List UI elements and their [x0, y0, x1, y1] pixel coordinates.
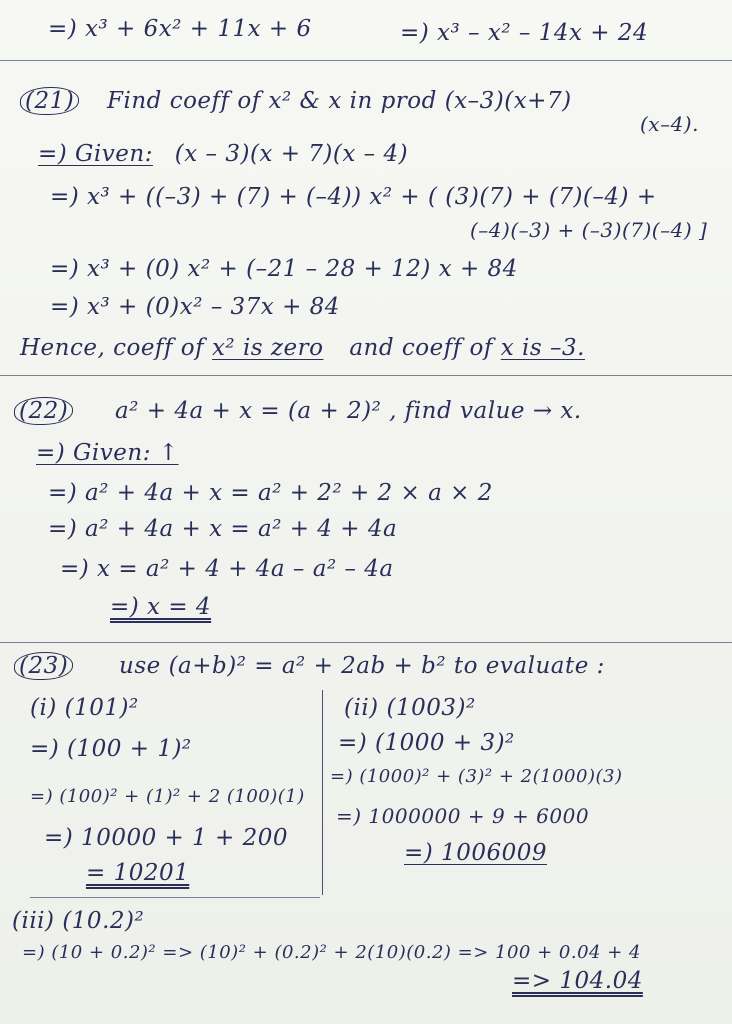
q21-question-line	[20, 90, 572, 113]
q23-part-i-step-1: =) (100 + 1)²	[30, 736, 192, 762]
divider-2	[0, 375, 732, 376]
q23-part-i-step-2: =) (100)² + (1)² + 2 (100)(1)	[30, 786, 305, 807]
q22-step-1: =) a² + 4a + x = a² + 2² + 2 × a × 2	[48, 480, 493, 506]
q23-part-ii-step-2: =) (1000)² + (3)² + 2(1000)(3)	[330, 766, 623, 787]
q21-given-line	[38, 143, 408, 166]
q21-question: Find coeff of x² & x in prod (x–3)(x+7)	[107, 88, 572, 114]
q22-number: (22)	[14, 397, 73, 425]
q23-part-iii-label: (iii) (10.2)²	[12, 908, 145, 934]
column-separator	[322, 690, 323, 895]
q21-step-2: =) x³ + (0) x² + (–21 – 28 + 12) x + 84	[50, 256, 518, 282]
q23-part-i-step-3: =) 10000 + 1 + 200	[44, 825, 289, 851]
q21-given-expr: (x – 3)(x + 7)(x – 4)	[174, 141, 409, 167]
q23-part-iii-answer: => 104.04	[512, 968, 643, 994]
q22-step-2: =) a² + 4a + x = a² + 4 + 4a	[48, 516, 398, 542]
q22-question: a² + 4a + x = (a + 2)² , find value → x.	[115, 398, 582, 424]
q23-part-ii-step-1: =) (1000 + 3)²	[338, 730, 515, 756]
q21-conclusion-x: x is –3.	[500, 335, 585, 361]
q23-part-i-label: (i) (101)²	[30, 695, 139, 721]
divider-4	[30, 897, 320, 898]
q23-number: (23)	[14, 652, 73, 680]
prev-answer-left: =) x³ + 6x² + 11x + 6	[48, 16, 312, 42]
divider-1	[0, 60, 732, 61]
q22-question-line	[14, 400, 582, 423]
q23-instruction: use (a+b)² = a² + 2ab + b² to evaluate :	[119, 653, 605, 679]
q23-question-line	[14, 655, 605, 678]
q21-conclusion-prefix: Hence, coeff of	[20, 335, 205, 361]
q21-step-1a: =) x³ + ((–3) + (7) + (–4)) x² + ( (3)(7) + (7)(–4) +	[50, 184, 657, 210]
q21-given-label: =) Given:	[38, 141, 153, 167]
q21-step-1b: (–4)(–3) + (–3)(7)(–4) ]	[470, 218, 708, 242]
prev-answer-right: =) x³ – x² – 14x + 24	[400, 20, 649, 46]
q21-question-tail: (x–4).	[640, 112, 699, 136]
q21-conclusion-and: and coeff of	[349, 335, 493, 361]
q22-step-3: =) x = a² + 4 + 4a – a² – 4a	[60, 556, 394, 582]
q21-conclusion	[20, 337, 585, 360]
q22-given: =) Given: ↑	[36, 440, 179, 466]
q21-conclusion-x2: x² is zero	[211, 335, 324, 361]
q22-answer: =) x = 4	[110, 594, 212, 620]
q23-part-ii-answer: =) 1006009	[404, 840, 547, 866]
q23-part-ii-step-3: =) 1000000 + 9 + 6000	[336, 804, 590, 828]
divider-3	[0, 642, 732, 643]
q23-part-iii-step-1: =) (10 + 0.2)² => (10)² + (0.2)² + 2(10)(0.2) => 100 + 0.04 + 4	[22, 942, 641, 963]
q21-number: (21)	[20, 87, 79, 115]
q23-part-ii-label: (ii) (1003)²	[344, 695, 476, 721]
q23-part-i-answer: = 10201	[86, 860, 190, 886]
q21-step-3: =) x³ + (0)x² – 37x + 84	[50, 294, 340, 320]
